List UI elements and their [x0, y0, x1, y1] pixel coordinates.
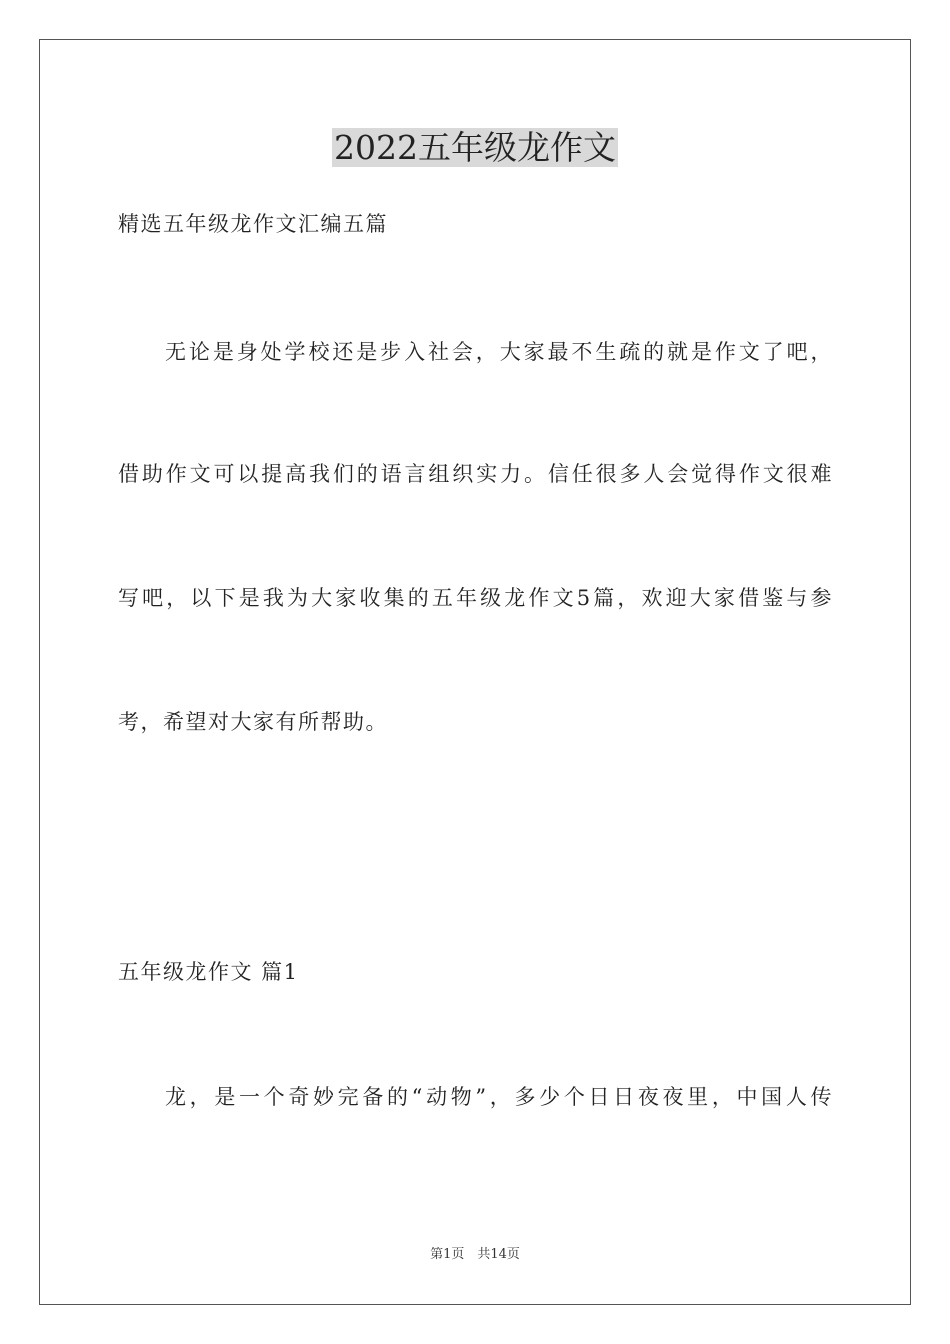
paragraph-line: 考，希望对大家有所帮助。 — [118, 710, 388, 734]
paragraph-line: 写吧，以下是我为大家收集的五年级龙作文5篇，欢迎大家借鉴与参 — [118, 586, 833, 610]
paragraph-line: 借助作文可以提高我们的语言组织实力。信任很多人会觉得作文很难 — [118, 462, 833, 486]
section-heading: 五年级龙作文 篇1 — [118, 960, 299, 984]
paragraph-line: 龙，是一个奇妙完备的“动物”，多少个日日夜夜里，中国人传 — [165, 1085, 833, 1109]
paragraph-line: 无论是身处学校还是步入社会，大家最不生疏的就是作文了吧， — [165, 340, 833, 364]
page-footer: 第1页 共14页 — [430, 1247, 520, 1262]
document-subtitle: 精选五年级龙作文汇编五篇 — [118, 212, 388, 236]
document-title-text: 2022五年级龙作文 — [334, 128, 616, 167]
document-title — [0, 128, 950, 168]
